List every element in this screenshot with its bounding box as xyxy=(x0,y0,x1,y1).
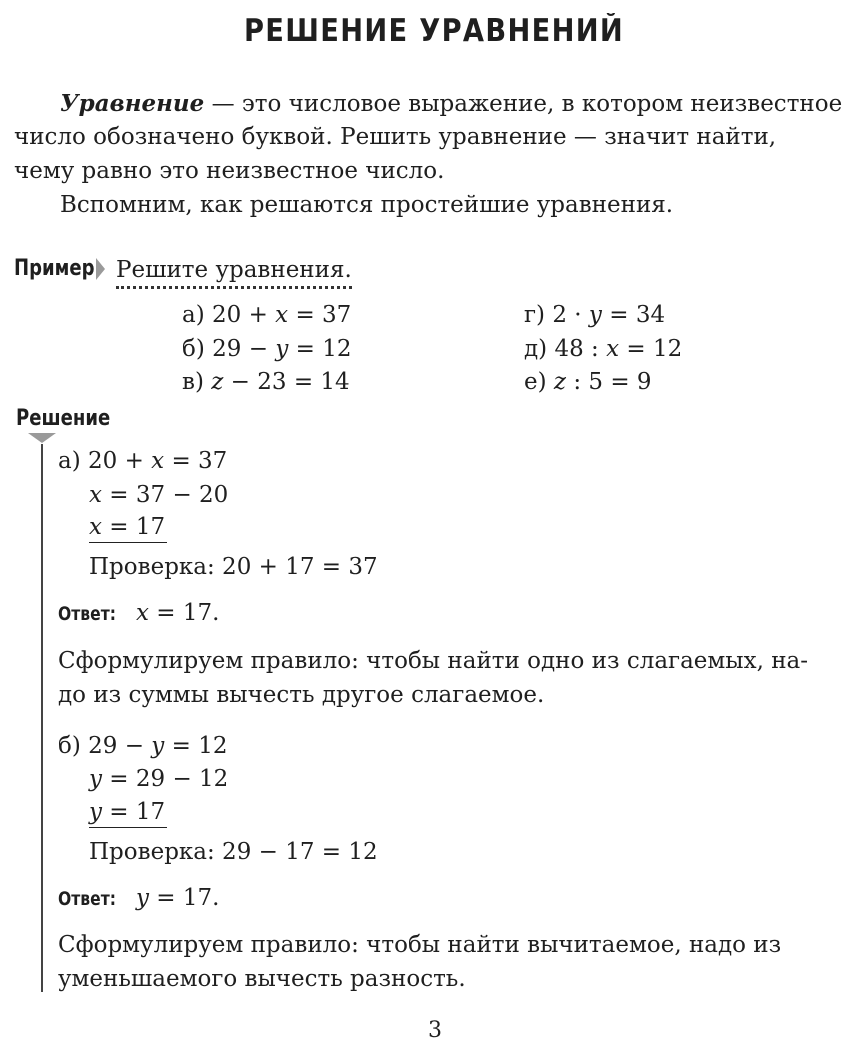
definition-term: Уравнение xyxy=(60,90,205,117)
example-item-expr: 29 − y = 12 xyxy=(212,336,352,362)
example-arrow-icon xyxy=(96,258,105,280)
example-item-expr: 48 : x = 12 xyxy=(554,336,683,362)
example-item-e xyxy=(524,371,652,394)
example-item-g xyxy=(524,304,665,327)
example-item-v xyxy=(182,371,350,394)
solution-b-result: y = 17 xyxy=(89,801,167,828)
solution-b-rule-line-2: уменьшаемого вычесть разность. xyxy=(58,966,466,992)
page-number: 3 xyxy=(428,1018,442,1043)
example-item-prefix: д) xyxy=(524,336,555,362)
example-item-prefix: е) xyxy=(524,369,554,395)
answer-label: Ответ: xyxy=(58,603,116,625)
solution-b-line-1: б) 29 − y = 12 xyxy=(58,733,228,759)
solution-a-line-2: x = 37 − 20 xyxy=(89,482,229,508)
answer-value: y = 17. xyxy=(136,885,220,911)
solution-a-line-1: а) 20 + x = 37 xyxy=(58,448,228,474)
example-item-prefix: б) xyxy=(182,336,213,362)
solution-vertical-rule xyxy=(41,444,43,992)
example-item-prefix: а) xyxy=(182,302,212,328)
solution-a-check: Проверка: 20 + 17 = 37 xyxy=(89,554,378,580)
definition-line-1-text: — это числовое выражение, в котором неизвестное xyxy=(204,91,843,117)
example-label: Пример xyxy=(14,256,95,281)
solution-a-rule-line-2: до из суммы вычесть другое слагаемое. xyxy=(58,682,545,708)
definition-line-1 xyxy=(60,92,842,116)
example-item-b xyxy=(182,338,351,361)
example-item-expr: z : 5 = 9 xyxy=(553,369,652,395)
definition-line-2: число обозначено буквой. Решить уравнение — значит найти, xyxy=(14,124,777,150)
solution-b-answer xyxy=(58,887,219,910)
page-title: РЕШЕНИЕ УРАВНЕНИЙ xyxy=(243,13,625,49)
example-task: Решите уравнения. xyxy=(116,259,352,289)
example-item-prefix: в) xyxy=(182,369,212,395)
definition-line-3: чему равно это неизвестное число. xyxy=(14,158,445,184)
solution-b-line-2: y = 29 − 12 xyxy=(89,766,229,792)
solution-label: Решение xyxy=(16,406,111,431)
solution-b-check: Проверка: 29 − 17 = 12 xyxy=(89,839,378,865)
solution-a-answer xyxy=(58,602,219,625)
example-item-expr: z − 23 = 14 xyxy=(211,369,350,395)
recall-text: Вспомним, как решаются простейшие уравнения. xyxy=(60,192,674,218)
answer-value: x = 17. xyxy=(136,600,220,626)
solution-a-result: x = 17 xyxy=(89,516,167,543)
example-item-expr: 2 · y = 34 xyxy=(552,302,666,328)
solution-b-rule-line-1: Сформулируем правило: чтобы найти вычитаемое, надо из xyxy=(58,932,782,958)
solution-arrow-icon xyxy=(28,433,56,443)
example-item-expr: 20 + x = 37 xyxy=(212,302,352,328)
example-item-a xyxy=(182,304,351,327)
answer-label: Ответ: xyxy=(58,888,116,910)
example-item-prefix: г) xyxy=(524,302,553,328)
example-item-d xyxy=(524,338,682,361)
solution-a-rule-line-1: Сформулируем правило: чтобы найти одно из слагаемых, на- xyxy=(58,648,809,674)
